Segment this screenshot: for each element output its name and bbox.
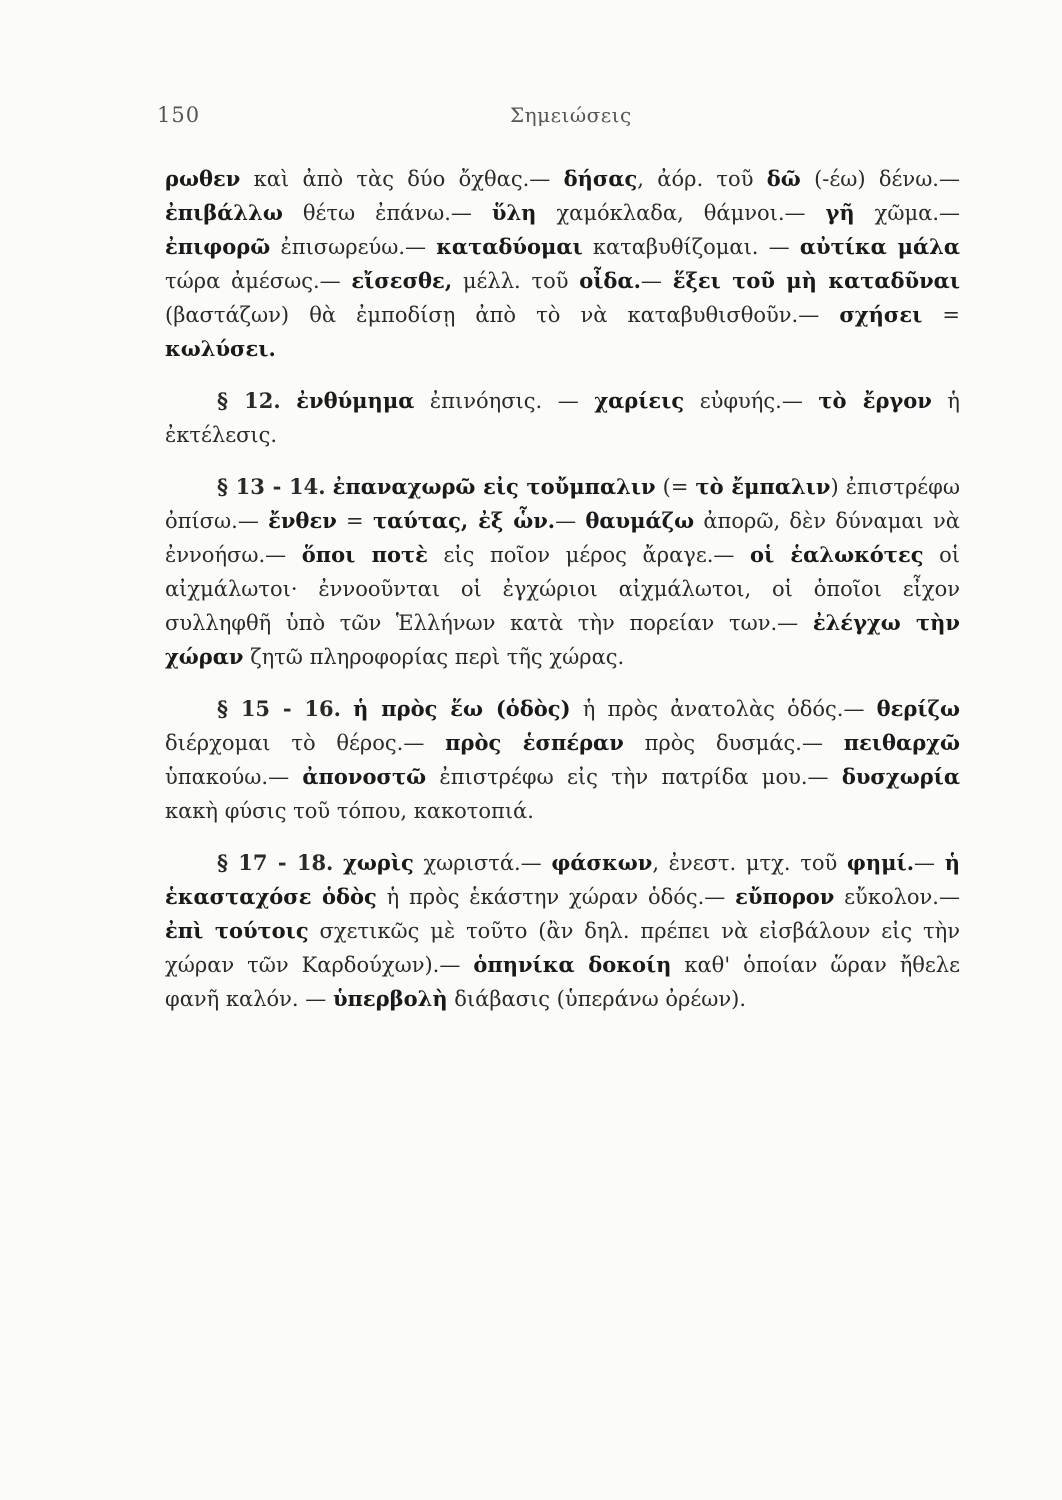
lemma: ἡ πρὸς ἕω (ὁδὸς) — [353, 696, 571, 721]
gloss: καὶ ἀπὸ τὰς δύο ὄχθας.— — [240, 167, 564, 191]
lemma: ἐλέγχω τὴν χώραν — [165, 610, 960, 669]
lemma: χωρὶς — [343, 850, 414, 875]
lemma: ἐπιφορῶ — [165, 234, 271, 259]
gloss: — — [640, 269, 673, 293]
lemma: ρωθεν — [165, 166, 241, 191]
gloss: σχετικῶς μὲ τοῦτο (ἂν δηλ. πρέπει νὰ εἰσβάλουν εἰς τὴν χώραν τῶν Καρδούχων).— — [165, 919, 961, 977]
lemma: ἔνθεν — [268, 508, 337, 533]
lemma: ἀπονοστῶ — [302, 764, 427, 789]
gloss: (-έω) δένω.— — [800, 167, 960, 191]
lemma: δῶ — [766, 166, 801, 191]
lemma: σχήσει — [839, 302, 923, 327]
gloss: οἱ αἰχμάλωτοι· ἐννοοῦνται οἱ ἐγχώριοι αἰχμάλωτοι, οἱ ὁποῖοι εἶχον συλληφθῆ ὑπὸ τῶν Ἑλλήνων κατὰ τὴν πορείαν των.— — [165, 543, 960, 635]
section-number: § 17 - 18. — [217, 850, 334, 875]
lemma: καταδύομαι — [436, 234, 583, 259]
paragraph-section-13-14 — [165, 470, 960, 674]
gloss: ὑπακούω.— — [165, 765, 303, 789]
lemma: ὕλη — [491, 200, 537, 225]
gloss: εὔκολον.— — [834, 885, 960, 909]
gloss: εὐφυής.— — [684, 389, 819, 413]
paragraph-continuation — [165, 162, 960, 366]
gloss: ζητῶ πληροφορίας περὶ τῆς χώρας. — [243, 645, 625, 669]
lemma: γῆ — [825, 200, 855, 225]
lemma: οἶδα. — [579, 268, 641, 293]
gloss: τώρα ἀμέσως.— — [165, 269, 352, 293]
gloss: , ἐνεστ. μτχ. τοῦ — [652, 851, 847, 875]
gloss: θέτω ἐπάνω.— — [282, 201, 492, 225]
gloss: χωριστά.— — [413, 851, 552, 875]
gloss: καταβυθίζομαι. — — [582, 235, 800, 259]
lemma: κωλύσει. — [165, 336, 276, 361]
lemma: ὑπερβολὴ — [332, 986, 448, 1011]
section-number: § 13 - 14. — [217, 474, 326, 499]
gloss: ἀπορῶ, δὲν δύναμαι νὰ ἐννοήσω.— — [165, 509, 960, 567]
gloss: — — [555, 509, 586, 533]
paragraph-section-17-18 — [165, 846, 960, 1016]
gloss: ἐπιστρέφω εἰς τὴν πατρίδα μου.— — [426, 765, 842, 789]
gloss: καθ' ὁποίαν ὥραν ἤθελε φανῆ καλόν. — — [165, 953, 960, 1011]
gloss: ) ἐπιστρέφω ὀπίσω.— — [165, 475, 961, 533]
lemma: ἕξει τοῦ μὴ καταδῦναι — [672, 268, 960, 293]
paragraph-section-12 — [165, 384, 960, 452]
lemma: θερίζω — [876, 696, 960, 721]
lemma: αὐτίκα μάλα — [799, 234, 960, 259]
gloss: πρὸς δυσμάς.— — [623, 731, 844, 755]
gloss: χῶμα.— — [854, 201, 960, 225]
lemma: δυσχωρία — [841, 764, 960, 789]
lemma: ὁπηνίκα δοκοίη — [473, 952, 672, 977]
gloss: χαμόκλαδα, θάμνοι.— — [536, 201, 826, 225]
lemma: δήσας — [563, 166, 638, 191]
paragraph-section-15-16 — [165, 692, 960, 828]
gloss: ἡ ἐκτέλεσις. — [165, 389, 961, 447]
lemma: πρὸς ἑσπέραν — [445, 730, 624, 755]
gloss: = — [336, 509, 373, 533]
gloss: ἡ πρὸς ἑκάστην χώραν ὁδός.— — [376, 885, 736, 909]
lemma: τὸ ἔμπαλιν — [695, 474, 831, 499]
gloss: ἡ πρὸς ἀνατολὰς ὁδός.— — [570, 697, 877, 721]
lemma: πειθαρχῶ — [843, 730, 960, 755]
lemma: φάσκων — [551, 850, 653, 875]
lemma: οἱ ἑαλωκότες — [750, 542, 924, 567]
gloss: ἐπισωρεύω.— — [270, 235, 437, 259]
lemma: ἡ ἑκασταχόσε ὁδὸς — [165, 850, 960, 909]
lemma: εὔπορον — [735, 884, 835, 909]
gloss: = — [922, 303, 960, 327]
section-number: § 15 - 16. — [217, 696, 341, 721]
lemma: ἐνθύμημα — [296, 388, 415, 413]
gloss: (= — [655, 475, 696, 499]
gloss: διέρχομαι τὸ θέρος.— — [165, 731, 446, 755]
lemma: εἴσεσθε, — [351, 268, 453, 293]
gloss: (βαστάζων) θὰ ἐμποδίσῃ ἀπὸ τὸ νὰ καταβυθισθοῦν.— — [165, 303, 840, 327]
gloss: — — [914, 851, 945, 875]
lemma: ἐπιβάλλω — [165, 200, 283, 225]
gloss: ἐπινόησις. — — [414, 389, 595, 413]
gloss: μέλλ. τοῦ — [452, 269, 580, 293]
gloss: διάβασις (ὑπεράνω ὀρέων). — [447, 987, 747, 1011]
lemma: ἐπαναχωρῶ εἰς τοὔμπαλιν — [332, 474, 656, 499]
section-number: § 12. — [217, 388, 281, 413]
lemma: χαρίεις — [594, 388, 685, 413]
lemma: ἐπὶ τούτοις — [165, 918, 309, 943]
gloss: , ἀόρ. τοῦ — [637, 167, 767, 191]
notes-body — [165, 162, 960, 1016]
lemma: τὸ ἔργον — [818, 388, 932, 413]
gloss: κακὴ φύσις τοῦ τόπου, κακοτοπιά. — [165, 799, 534, 823]
running-head: Σημειώσεις — [510, 103, 632, 127]
lemma: ταύτας, ἐξ ὧν. — [372, 508, 556, 533]
gloss: εἰς ποῖον μέρος ἄραγε.— — [427, 543, 750, 567]
lemma: ὅποι ποτὲ — [301, 542, 428, 567]
lemma: φημί. — [846, 850, 915, 875]
page-number: 150 — [157, 103, 201, 127]
lemma: θαυμάζω — [585, 508, 695, 533]
